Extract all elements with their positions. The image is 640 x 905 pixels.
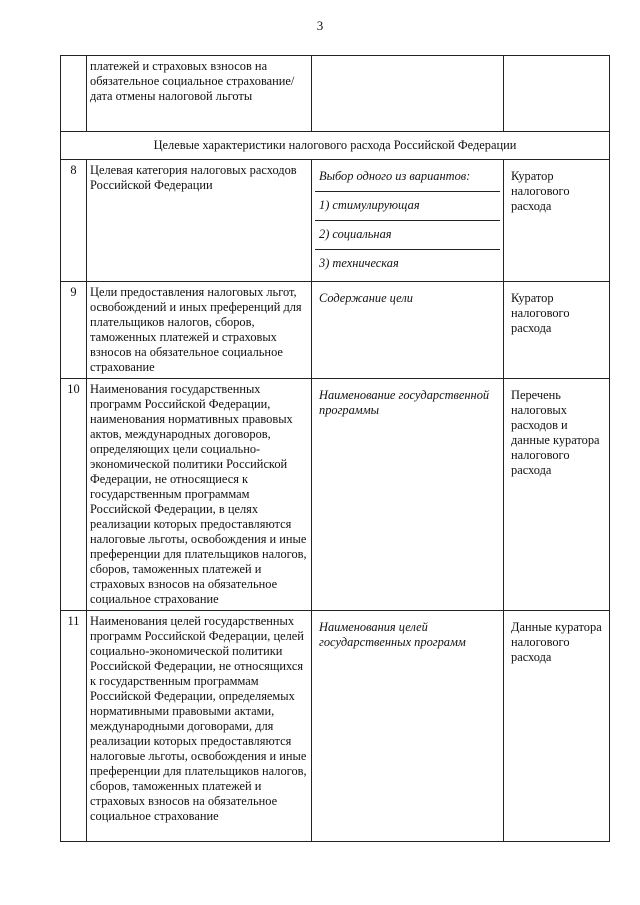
option-item: 3) техническая (319, 256, 399, 270)
table-row (61, 282, 610, 379)
row-description: Целевая категория налоговых расходов Российской Федерации (87, 160, 312, 282)
section-header-row (61, 132, 610, 160)
row-value: Наименование государственной программы (312, 379, 504, 611)
option-item: 2) социальная (315, 221, 500, 250)
row-value (312, 56, 504, 132)
row-description: платежей и страховых взносов на обязательное социальное страхование/дата отмены налоговой льготы (87, 56, 312, 132)
row-curator: Куратор налогового расхода (504, 282, 610, 379)
table-row (61, 160, 610, 282)
row-number: 11 (61, 611, 87, 842)
row-value: Наименования целей государственных программ (312, 611, 504, 842)
row-number: 10 (61, 379, 87, 611)
table-row (61, 611, 610, 842)
row-description: Наименования целей государственных программ Российской Федерации, целей социально-экономической политики Российской Федерации, не относящихся к государственным программам Российской Федерации, определяемых нормативными правовыми актами, международными договорами, для реализации которых предоставляются налоговые льготы, освобождения и иные преференции для плательщиков налогов, сборов, таможенных платежей и страховых взносов на обязательное социальное страхование (87, 611, 312, 842)
row-number: 8 (61, 160, 87, 282)
table-row-continuation (61, 56, 610, 132)
row-curator: Данные куратора налогового расхода (504, 611, 610, 842)
row-number-cell (61, 56, 87, 132)
row-curator (504, 56, 610, 132)
row-value: Содержание цели (312, 282, 504, 379)
tax-expense-table (60, 55, 610, 842)
row-value-options (312, 160, 504, 282)
page-number: 3 (316, 18, 324, 33)
section-header: Целевые характеристики налогового расхода Российской Федерации (61, 132, 610, 160)
option-item: 1) стимулирующая (315, 192, 500, 221)
row-curator: Куратор налогового расхода (504, 160, 610, 282)
value-header: Выбор одного из вариантов: (315, 163, 500, 192)
table-row (61, 379, 610, 611)
row-description: Наименования государственных программ Российской Федерации, наименования нормативных правовых актов, международных договоров, определяющих цели социально-экономической политики Российской Федерации, не относящиеся к государственным программам Российской Федерации, в целях реализации которых предоставляются налоговые льготы, освобождения и иные преференции для плательщиков налогов, сборов, таможенных платежей и страховых взносов на обязательное социальное страхование (87, 379, 312, 611)
row-description: Цели предоставления налоговых льгот, освобождений и иных преференций для плательщиков налогов, сборов, таможенных платежей и страховых взносов на обязательное социальное страхование (87, 282, 312, 379)
row-number: 9 (61, 282, 87, 379)
row-curator: Перечень налоговых расходов и данные куратора налогового расхода (504, 379, 610, 611)
